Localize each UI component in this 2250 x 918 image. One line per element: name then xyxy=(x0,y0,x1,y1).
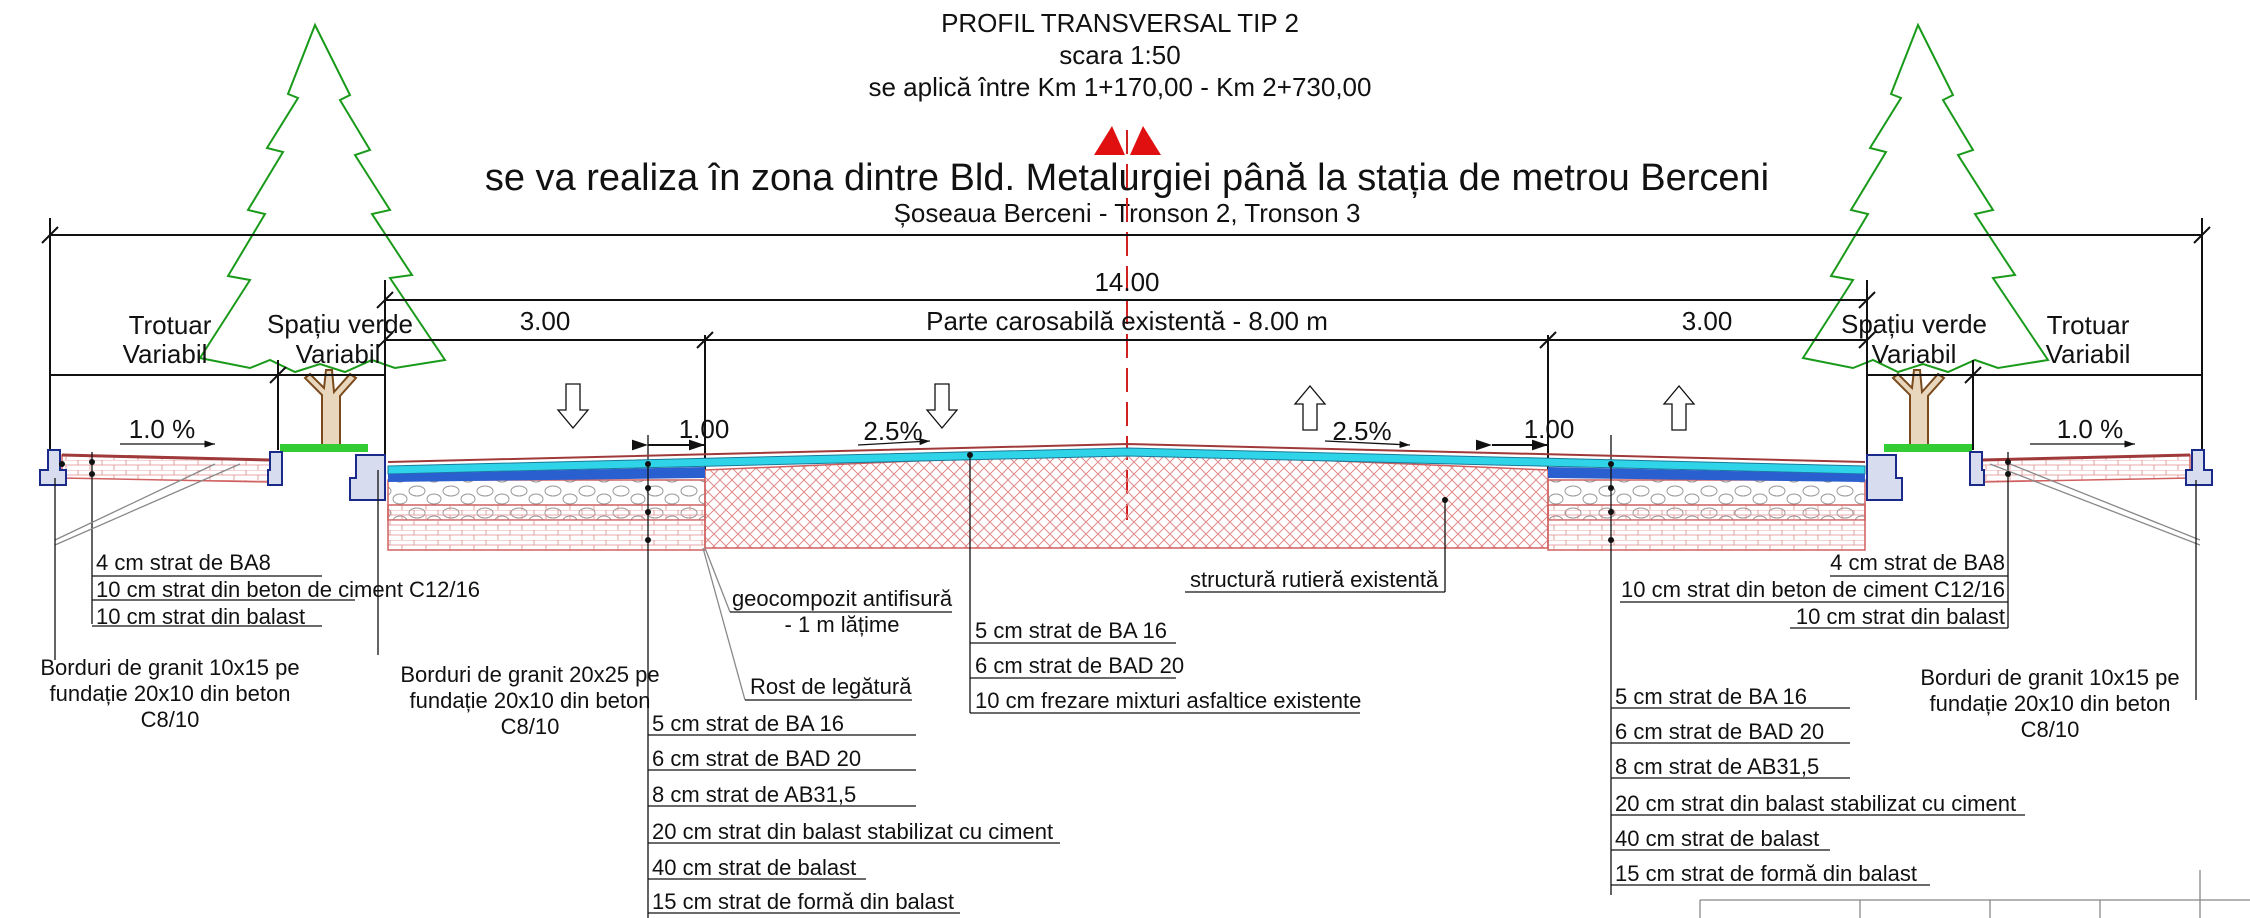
geocomposite-line2: - 1 m lățime xyxy=(784,612,900,637)
dimension-joint-left: 1.00 xyxy=(678,414,730,444)
curb-small-left-line2: fundație 20x10 din beton xyxy=(49,681,291,706)
slope-road-right: 2.5% xyxy=(1332,416,1392,446)
curb-large-left-line1: Borduri de granit 20x25 pe xyxy=(400,662,660,687)
sidewalk-left-layer-1: 4 cm strat de BA8 xyxy=(96,550,271,575)
drawing-zone: se va realiza în zona dintre Bld. Metalurgiei până la stația de metrou Berceni xyxy=(484,157,1770,199)
sidewalk-right-layer-2: 10 cm strat din beton de ciment C12/16 xyxy=(1621,577,2005,602)
annotations xyxy=(40,550,2179,914)
curb-small-right-line2: fundație 20x10 din beton xyxy=(1929,691,2171,716)
curb-small-left-line3: C8/10 xyxy=(140,707,200,732)
curb-large-left-line3: C8/10 xyxy=(500,714,560,739)
geocomposite-line1: geocompozit antifisură xyxy=(731,586,953,611)
slope-road-left: 2.5% xyxy=(863,416,923,446)
curb-large-left-line2: fundație 20x10 din beton xyxy=(409,688,651,713)
curb-small-right-line3: C8/10 xyxy=(2020,717,2080,742)
new-left-layer-1: 5 cm strat de BA 16 xyxy=(652,711,844,736)
new-left-layer-4: 20 cm strat din balast stabilizat cu ciment xyxy=(652,819,1054,844)
curb-small-left-inner xyxy=(268,452,282,485)
sidewalk-right-layer-3: 10 cm strat din balast xyxy=(1795,604,2005,629)
trotuar-left-line1: Trotuar xyxy=(128,310,212,340)
curb-small-left-line1: Borduri de granit 10x15 pe xyxy=(40,655,300,680)
new-right-layer-1: 5 cm strat de BA 16 xyxy=(1615,684,1807,709)
curb-large-right xyxy=(1867,455,1902,500)
existing-overlay-3: 10 cm frezare mixturi asfaltice existente xyxy=(975,688,1362,713)
curb-small-right-inner xyxy=(1970,452,1984,485)
existing-overlay-2: 6 cm strat de BAD 20 xyxy=(975,653,1185,678)
verde-right-line1: Spațiu verde xyxy=(1841,309,1987,339)
new-left-layer-3: 8 cm strat de AB31,5 xyxy=(652,782,857,807)
road-structure xyxy=(40,444,2212,550)
dimension-lane-left: 3.00 xyxy=(519,306,571,336)
verde-right-line2: Variabil xyxy=(1871,339,1957,369)
dimension-total-label: 14.00 xyxy=(1094,267,1160,297)
new-right-layer-3: 8 cm strat de AB31,5 xyxy=(1615,754,1820,779)
drawing-road-name: Șoseaua Berceni - Tronson 2, Tronson 3 xyxy=(893,198,1361,228)
new-right-layer-5: 40 cm strat de balast xyxy=(1615,826,1820,851)
existing-structure-label: structură rutieră existentă xyxy=(1190,567,1439,592)
drawing-scale: scara 1:50 xyxy=(1059,40,1181,70)
trotuar-right-line2: Variabil xyxy=(2045,339,2131,369)
dimension-joint-right: 1.00 xyxy=(1523,414,1575,444)
new-right-layer-2: 6 cm strat de BAD 20 xyxy=(1615,719,1825,744)
curb-small-right-line1: Borduri de granit 10x15 pe xyxy=(1920,665,2180,690)
new-left-layer-5: 40 cm strat de balast xyxy=(652,855,857,880)
new-right-layer-4: 20 cm strat din balast stabilizat cu ciment xyxy=(1615,791,2017,816)
slope-sidewalk-left: 1.0 % xyxy=(128,414,196,444)
new-left-layer-6: 15 cm strat de formă din balast xyxy=(652,889,955,914)
joint-label: Rost de legătură xyxy=(750,674,912,699)
new-right-layer-6: 15 cm strat de formă din balast xyxy=(1615,861,1918,886)
curb-large-left xyxy=(350,455,385,500)
sidewalk-left-layer-3: 10 cm strat din balast xyxy=(96,604,306,629)
dimension-carriageway-label: Parte carosabilă existentă - 8.00 m xyxy=(926,306,1328,336)
drawing-title: PROFIL TRANSVERSAL TIP 2 xyxy=(941,8,1299,38)
existing-overlay-1: 5 cm strat de BA 16 xyxy=(975,618,1167,643)
new-left-layer-2: 6 cm strat de BAD 20 xyxy=(652,746,862,771)
sidewalk-right-layer-1: 4 cm strat de BA8 xyxy=(1830,550,2005,575)
sidewalk-left-layer-2: 10 cm strat din beton de ciment C12/16 xyxy=(96,577,480,602)
drawing-chainage: se aplică între Km 1+170,00 - Km 2+730,00 xyxy=(868,72,1372,102)
verde-left-line1: Spațiu verde xyxy=(267,309,413,339)
dimension-lane-right: 3.00 xyxy=(1681,306,1733,336)
trotuar-right-line1: Trotuar xyxy=(2046,310,2130,340)
slope-sidewalk-right: 1.0 % xyxy=(2056,414,2124,444)
verde-left-line2: Variabil xyxy=(295,339,381,369)
trotuar-left-line2: Variabil xyxy=(122,339,208,369)
